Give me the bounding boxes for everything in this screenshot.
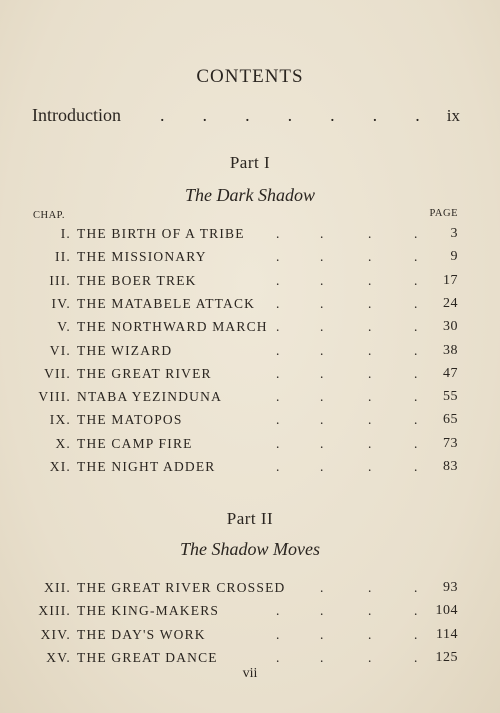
chapter-entry[interactable] (0, 580, 500, 602)
chapter-page-number: 24 (443, 295, 458, 311)
chapter-entry[interactable] (0, 249, 500, 271)
chapter-title: NTABA YEZINDUNA (77, 389, 223, 405)
chapter-number: IX. (49, 412, 71, 428)
chapter-entry[interactable] (0, 412, 500, 434)
chapter-page-number: 9 (450, 249, 458, 265)
chapter-entry[interactable] (0, 273, 500, 295)
dot-leader: . . . . (276, 626, 419, 642)
chapter-title: THE GREAT RIVER CROSSED (77, 580, 286, 595)
introduction-label: Introduction (32, 105, 121, 125)
part-two-heading (0, 509, 500, 529)
dot-leader: . . . . (276, 342, 419, 358)
part-one-heading (0, 153, 500, 173)
chapter-title: THE MATABELE ATTACK (77, 295, 256, 311)
chapter-number: VIII. (38, 389, 71, 405)
introduction-page: ix (446, 106, 460, 125)
part-one-label: Part I (229, 153, 271, 172)
part-two-label: Part II (226, 509, 274, 528)
chapter-number: IV. (51, 295, 71, 311)
contents-title: CONTENTS (196, 66, 304, 87)
chapter-entry[interactable] (0, 226, 500, 248)
chapter-entry[interactable] (0, 343, 500, 365)
chapter-title: THE GREAT DANCE (77, 649, 218, 665)
introduction-entry[interactable] (32, 105, 460, 126)
dot-leader: . . . (320, 580, 419, 595)
chapter-number: XIII. (38, 603, 71, 619)
chapter-number: XV. (46, 649, 71, 665)
chapter-page-number: 3 (450, 226, 458, 241)
chapter-number: X. (55, 435, 71, 451)
chapter-number: V. (57, 319, 71, 335)
chapter-page-number: 104 (435, 603, 458, 619)
chapter-number: XI. (49, 459, 71, 474)
dot-leader: . . . . (276, 295, 419, 311)
chapter-page-number: 93 (443, 580, 458, 595)
chapter-title: THE BOER TREK (77, 272, 197, 288)
chapter-entry[interactable] (0, 366, 500, 388)
dot-leader: . . . . (276, 319, 419, 335)
chapter-entry[interactable] (0, 436, 500, 458)
chap-column-header: CHAP. (33, 210, 65, 221)
chapter-title: THE NORTHWARD MARCH (77, 319, 268, 335)
dot-leader: . . . . (276, 412, 419, 428)
chapter-page-number: 38 (443, 342, 458, 358)
chapter-entry[interactable] (0, 319, 500, 341)
page-folio: vii (242, 666, 258, 681)
chapter-number: II. (55, 249, 71, 265)
chapter-entry[interactable] (0, 389, 500, 411)
chapter-entry[interactable] (0, 627, 500, 649)
chapter-page-number: 17 (443, 272, 458, 288)
chapter-page-number: 30 (443, 319, 458, 335)
chapter-page-number: 47 (443, 365, 458, 381)
dot-leader: . . . . (276, 365, 419, 381)
chapter-entry[interactable] (0, 459, 500, 481)
chapter-title: THE MISSIONARY (77, 249, 207, 265)
dot-leader: . . . . (276, 649, 419, 665)
dot-leader: . . . . (276, 272, 419, 288)
chapter-number: III. (49, 272, 71, 288)
part-two-subtitle: The Shadow Moves (180, 539, 320, 559)
chapter-number: XIV. (40, 626, 71, 642)
chapter-title: THE BIRTH OF A TRIBE (77, 226, 245, 241)
chapter-title: THE KING-MAKERS (77, 603, 220, 619)
chapter-page-number: 125 (435, 649, 458, 665)
chapter-page-number: 83 (443, 459, 458, 474)
dot-leader: . . . . (276, 226, 419, 241)
dot-leader: . . . . (276, 459, 419, 474)
dot-leader: . . . . (276, 435, 419, 451)
chapter-page-number: 114 (436, 626, 458, 642)
chapter-title: THE CAMP FIRE (77, 435, 193, 451)
part-one-subtitle: The Dark Shadow (185, 185, 315, 205)
dot-leader: . . . . (276, 249, 419, 265)
chapter-entry[interactable] (0, 603, 500, 625)
chapter-title: THE GREAT RIVER (77, 365, 212, 381)
chapter-title: THE WIZARD (77, 342, 173, 358)
chapter-number: XII. (44, 580, 71, 595)
chapter-title: THE NIGHT ADDER (77, 459, 216, 474)
chapter-page-number: 65 (443, 412, 458, 428)
chapter-title: THE MATOPOS (77, 412, 183, 428)
page-column-header: PAGE (429, 208, 458, 219)
chapter-page-number: 55 (443, 389, 458, 405)
dot-leader: . . . . (276, 389, 419, 405)
chapter-number: VI. (49, 342, 71, 358)
chapter-page-number: 73 (443, 435, 458, 451)
chapter-number: VII. (44, 365, 71, 381)
chapter-title: THE DAY'S WORK (77, 626, 206, 642)
dot-leader: . . . . (276, 603, 419, 619)
chapter-number: I. (60, 226, 71, 241)
chapter-entry[interactable] (0, 296, 500, 318)
dot-leader: . . . . . . . (160, 105, 420, 125)
